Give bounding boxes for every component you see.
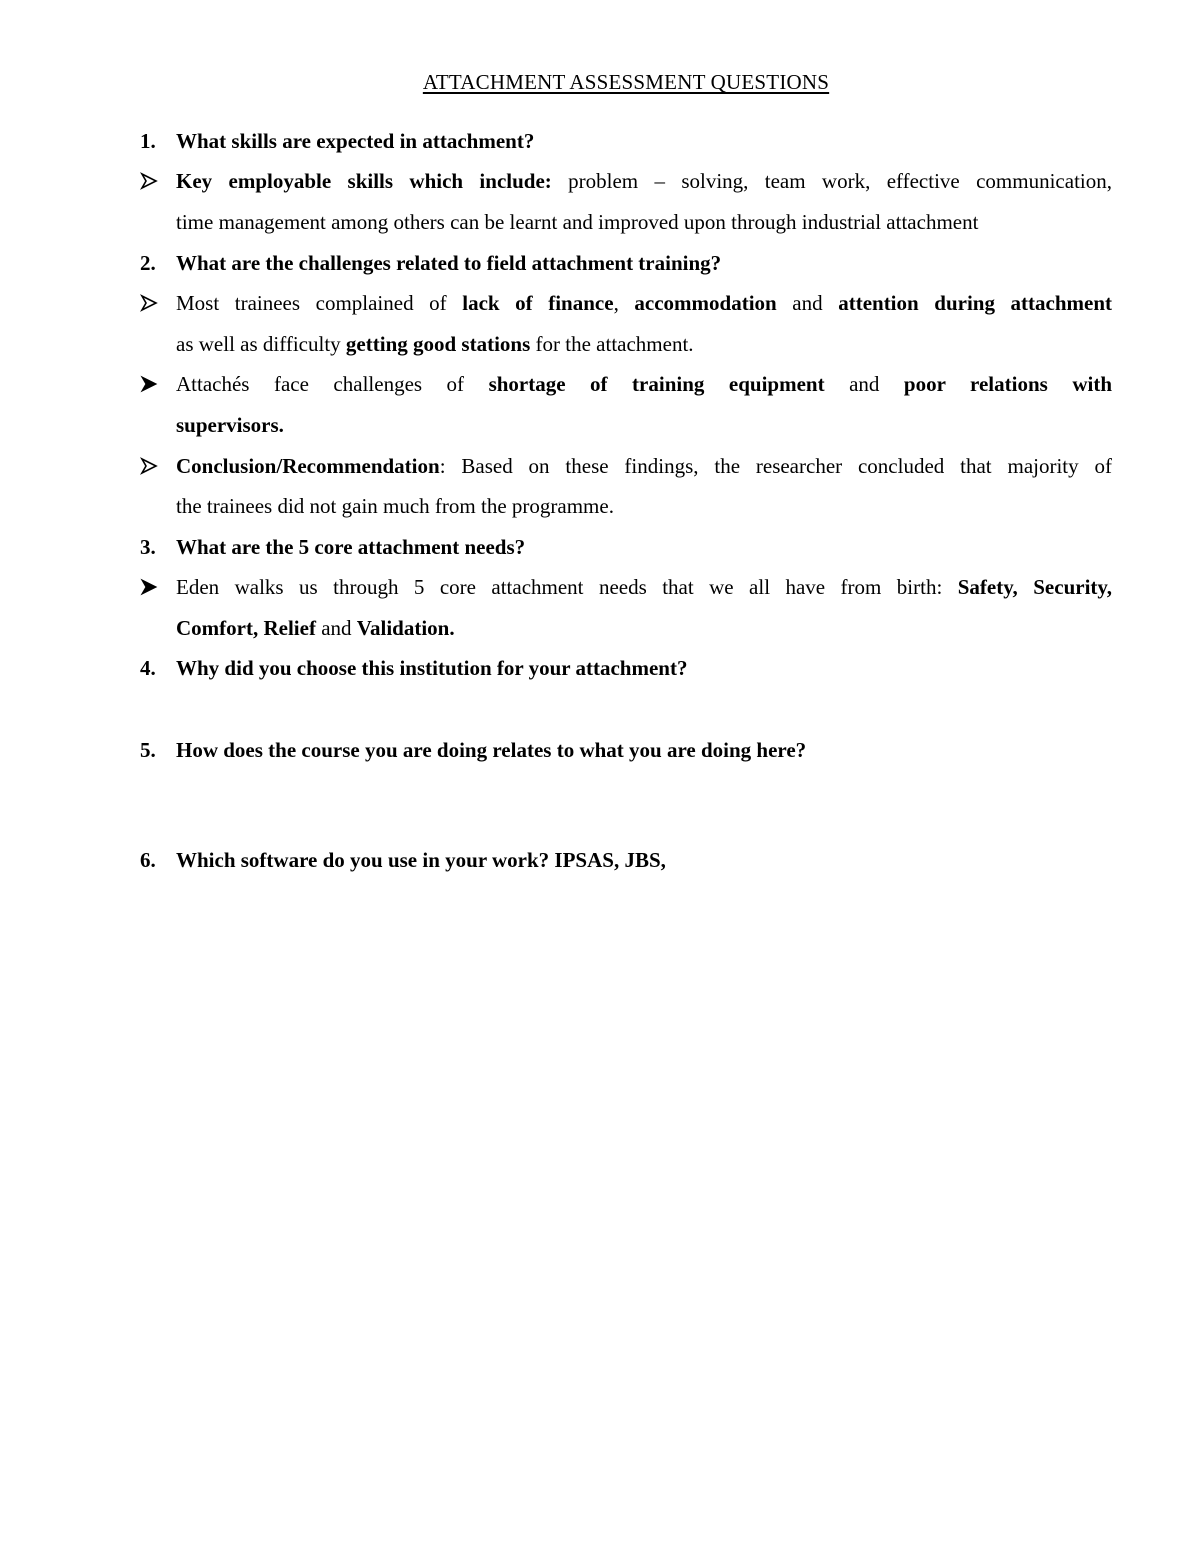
question-number-6: 6. xyxy=(140,848,156,872)
answer-3-line-2 xyxy=(176,614,1112,642)
answer-2a-text: and xyxy=(776,291,839,315)
question-2: What are the challenges related to field attachment training? xyxy=(176,251,722,275)
answer-2a-text: for the attachment. xyxy=(530,332,694,356)
answer-2a-bold: getting good stations xyxy=(345,332,531,356)
answer-2c-line-1 xyxy=(176,452,1112,480)
question-number-3: 3. xyxy=(140,535,156,559)
arrow-bullet-icon xyxy=(140,167,170,197)
answer-2b-text: Attachés face challenges of xyxy=(176,372,489,396)
question-number-5: 5. xyxy=(140,738,156,762)
answer-2a-bold: attention during attachment xyxy=(838,291,1113,315)
answer-3-bold: Safety, Security, xyxy=(957,575,1112,599)
question-number-1: 1. xyxy=(140,129,156,153)
answer-2a-text: Most trainees complained of xyxy=(176,291,463,315)
answer-3-text: and xyxy=(315,616,357,640)
answer-3-bold: Validation. xyxy=(356,616,455,640)
arrow-bullet-icon xyxy=(140,452,170,482)
answer-1-lead: Key employable skills which include: xyxy=(176,169,552,193)
answer-3-bold: Comfort, Relief xyxy=(176,616,316,640)
question-number-2: 2. xyxy=(140,251,156,275)
question-number-4: 4. xyxy=(140,656,156,680)
answer-3-line-1 xyxy=(176,573,1112,601)
answer-2c-lead: Conclusion/Recommendation xyxy=(176,454,440,478)
arrow-bullet-icon xyxy=(140,370,170,400)
answer-2a-text: , xyxy=(613,291,635,315)
answer-2b-line-1 xyxy=(176,370,1112,398)
answer-2a-bold: lack of finance xyxy=(462,291,614,315)
arrow-bullet-icon xyxy=(140,289,170,319)
question-3: What are the 5 core attachment needs? xyxy=(176,535,526,559)
question-5: How does the course you are doing relates to what you are doing here? xyxy=(176,738,807,762)
answer-2b-line-2: supervisors. xyxy=(176,413,284,437)
answer-2b-text: and xyxy=(824,372,904,396)
answer-2c-line-2: the trainees did not gain much from the programme. xyxy=(176,494,614,518)
answer-2b-bold: shortage of training equipment xyxy=(488,372,825,396)
answer-2b-bold: poor relations with xyxy=(903,372,1112,396)
answer-2a-line-2 xyxy=(176,330,1112,358)
arrow-bullet-icon xyxy=(140,573,170,603)
answer-1-line-1 xyxy=(176,167,1112,195)
question-4: Why did you choose this institution for your attachment? xyxy=(176,656,688,680)
answer-2c-text: : Based on these findings, the researcher concluded that majority of xyxy=(439,454,1112,478)
answer-1-line-2: time management among others can be learnt and improved upon through industrial attachment xyxy=(176,210,979,234)
answer-3-text: Eden walks us through 5 core attachment needs that we all have from birth: xyxy=(176,575,958,599)
question-1: What skills are expected in attachment? xyxy=(176,129,535,153)
answer-2a-text: as well as difficulty xyxy=(176,332,346,356)
answer-2a-bold: accommodation xyxy=(634,291,777,315)
document-title: ATTACHMENT ASSESSMENT QUESTIONS xyxy=(422,70,830,94)
answer-2a-line-1 xyxy=(176,289,1112,317)
question-6: Which software do you use in your work? IPSAS, JBS, xyxy=(176,848,666,872)
answer-1-text: problem – solving, team work, effective communication, xyxy=(551,169,1112,193)
